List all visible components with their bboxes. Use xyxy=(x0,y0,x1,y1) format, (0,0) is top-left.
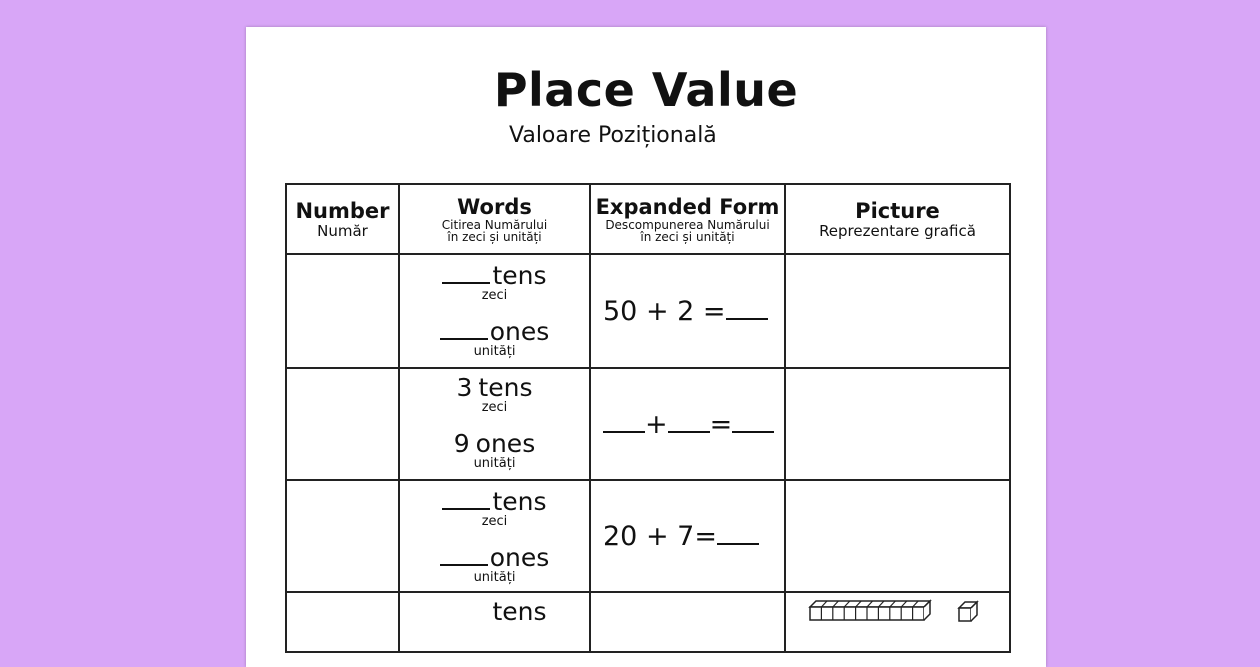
number-cell[interactable] xyxy=(286,592,399,652)
tens-line xyxy=(400,597,589,626)
ones-label: ones xyxy=(475,429,536,458)
tens-blank[interactable] xyxy=(442,488,490,510)
tens-value: 3 xyxy=(456,373,473,402)
tens-sub: zeci xyxy=(481,514,508,529)
ones-label: ones xyxy=(489,543,550,572)
tens-blank[interactable] xyxy=(442,262,490,284)
table-row xyxy=(286,368,1010,480)
ones-blank[interactable] xyxy=(440,318,488,340)
ones-sub: unități xyxy=(473,344,516,359)
equals-sign: = xyxy=(709,408,733,440)
tens-sub: zeci xyxy=(481,400,508,415)
ones-sub: unități xyxy=(473,570,516,585)
tens-sub: zeci xyxy=(481,288,508,303)
tens-line xyxy=(400,261,589,303)
table-row xyxy=(286,254,1010,368)
ones-line xyxy=(400,543,589,585)
total-answer-blank[interactable] xyxy=(732,409,774,433)
picture-cell[interactable] xyxy=(785,480,1010,592)
ones-sub: unități xyxy=(473,456,516,471)
number-cell[interactable] xyxy=(286,480,399,592)
tens-line xyxy=(400,487,589,529)
ones-answer-blank[interactable] xyxy=(668,409,710,433)
expanded-cell xyxy=(590,254,785,368)
header-words-sub1: Citirea Numărului xyxy=(441,218,548,232)
header-picture-label: Picture xyxy=(855,198,940,223)
ones-value: 9 xyxy=(453,429,470,458)
expanded-expression: 20 + 7= xyxy=(603,520,717,552)
table-row xyxy=(286,592,1010,652)
header-number xyxy=(286,184,399,254)
header-words-label: Words xyxy=(457,195,532,219)
worksheet-page xyxy=(246,27,1046,667)
ones-line xyxy=(400,317,589,359)
header-expanded-sub1: Descompunerea Numărului xyxy=(605,218,770,232)
header-picture xyxy=(785,184,1010,254)
worksheet-title: Place Value xyxy=(493,63,799,117)
tens-blank[interactable] xyxy=(442,600,490,620)
tens-label: tens xyxy=(478,373,533,402)
header-expanded xyxy=(590,184,785,254)
header-expanded-sub2: în zeci și unități xyxy=(640,230,735,244)
words-cell xyxy=(399,592,590,652)
number-cell[interactable] xyxy=(286,254,399,368)
ones-line xyxy=(400,429,589,471)
header-picture-sub: Reprezentare grafică xyxy=(819,221,976,240)
ones-label: ones xyxy=(489,317,550,346)
table-row xyxy=(286,480,1010,592)
expanded-cell xyxy=(590,368,785,480)
ten-rod-icon xyxy=(808,599,932,621)
words-cell xyxy=(399,254,590,368)
header-number-sub: Număr xyxy=(317,221,368,240)
header-number-label: Number xyxy=(295,198,390,223)
words-cell xyxy=(399,368,590,480)
tens-label: tens xyxy=(492,597,547,626)
header-words xyxy=(399,184,590,254)
ones-blank[interactable] xyxy=(440,544,488,566)
answer-blank[interactable] xyxy=(726,296,768,320)
unit-cube-icon xyxy=(956,599,980,623)
picture-cell xyxy=(785,592,1010,652)
tens-line xyxy=(400,373,589,415)
tens-label: tens xyxy=(492,261,547,290)
worksheet-subtitle: Valoare Pozițională xyxy=(509,123,717,148)
tens-label: tens xyxy=(492,487,547,516)
answer-blank[interactable] xyxy=(717,521,759,545)
expanded-expression: 50 + 2 = xyxy=(603,295,726,327)
table-header-row xyxy=(286,184,1010,254)
tens-answer-blank[interactable] xyxy=(603,409,645,433)
number-cell[interactable] xyxy=(286,368,399,480)
header-words-sub2: în zeci și unități xyxy=(447,230,542,244)
plus-sign: + xyxy=(645,408,668,440)
header-expanded-label: Expanded Form xyxy=(595,195,780,219)
picture-cell[interactable] xyxy=(785,254,1010,368)
words-cell xyxy=(399,480,590,592)
expanded-cell xyxy=(590,592,785,652)
place-value-table xyxy=(285,183,1011,653)
expanded-cell xyxy=(590,480,785,592)
picture-cell[interactable] xyxy=(785,368,1010,480)
